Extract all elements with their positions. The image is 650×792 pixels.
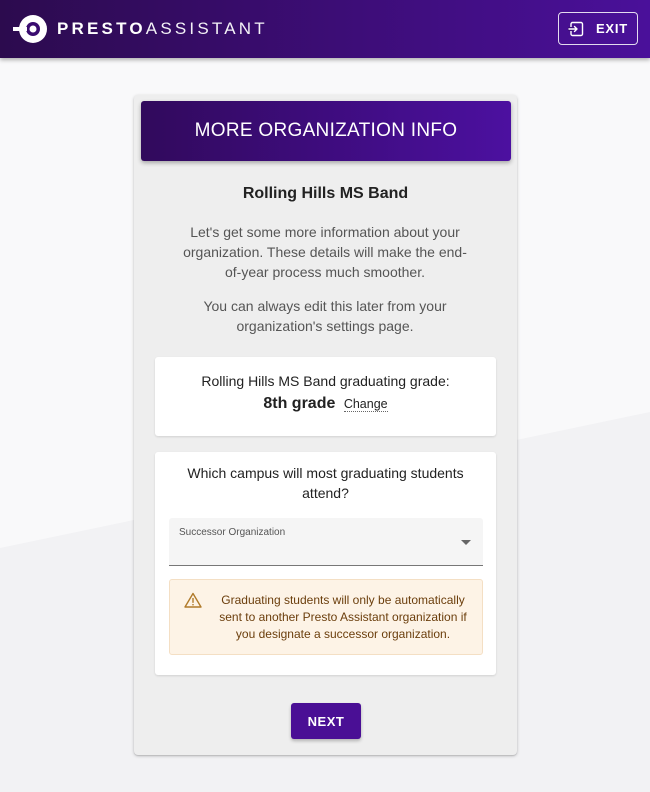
campus-question: Which campus will most graduating students attend? xyxy=(187,465,464,501)
successor-campus-panel xyxy=(155,452,496,675)
next-button[interactable]: NEXT xyxy=(291,703,361,739)
brand-logo[interactable] xyxy=(13,13,268,45)
brand-light: ASSISTANT xyxy=(145,19,268,38)
top-app-bar xyxy=(0,0,650,58)
graduating-grade-label: Rolling Hills MS Band graduating grade: xyxy=(201,373,450,389)
graduating-grade-panel xyxy=(155,357,496,436)
graduating-grade-row xyxy=(155,395,496,413)
exit-label: EXIT xyxy=(595,21,629,36)
dropdown-arrow-icon xyxy=(461,540,471,545)
warning-text: Graduating students will only be automatically sent to another Presto Assistant organization if you designate a successor organization. xyxy=(219,593,467,641)
exit-button[interactable] xyxy=(558,12,638,45)
graduating-grade-value: 8th grade xyxy=(263,395,336,412)
brand-bold: PRESTO xyxy=(57,19,146,38)
warning-icon xyxy=(184,592,202,608)
edit-later-note: You can always edit this later from your organization's settings page. xyxy=(203,298,447,334)
successor-organization-select[interactable] xyxy=(169,518,483,566)
brand-wordmark xyxy=(57,19,268,39)
presto-logo-icon xyxy=(13,13,49,45)
change-grade-link[interactable]: Change xyxy=(343,397,388,411)
intro-text: Let's get some more information about your organization. These details will make the end-of-year process much smoother. xyxy=(183,224,467,280)
exit-icon xyxy=(568,21,584,37)
card-title: MORE ORGANIZATION INFO xyxy=(141,101,511,161)
organization-name: Rolling Hills MS Band xyxy=(242,185,409,202)
organization-info-card xyxy=(134,95,517,755)
warning-alert xyxy=(169,579,483,655)
select-label: Successor Organization xyxy=(179,527,286,538)
